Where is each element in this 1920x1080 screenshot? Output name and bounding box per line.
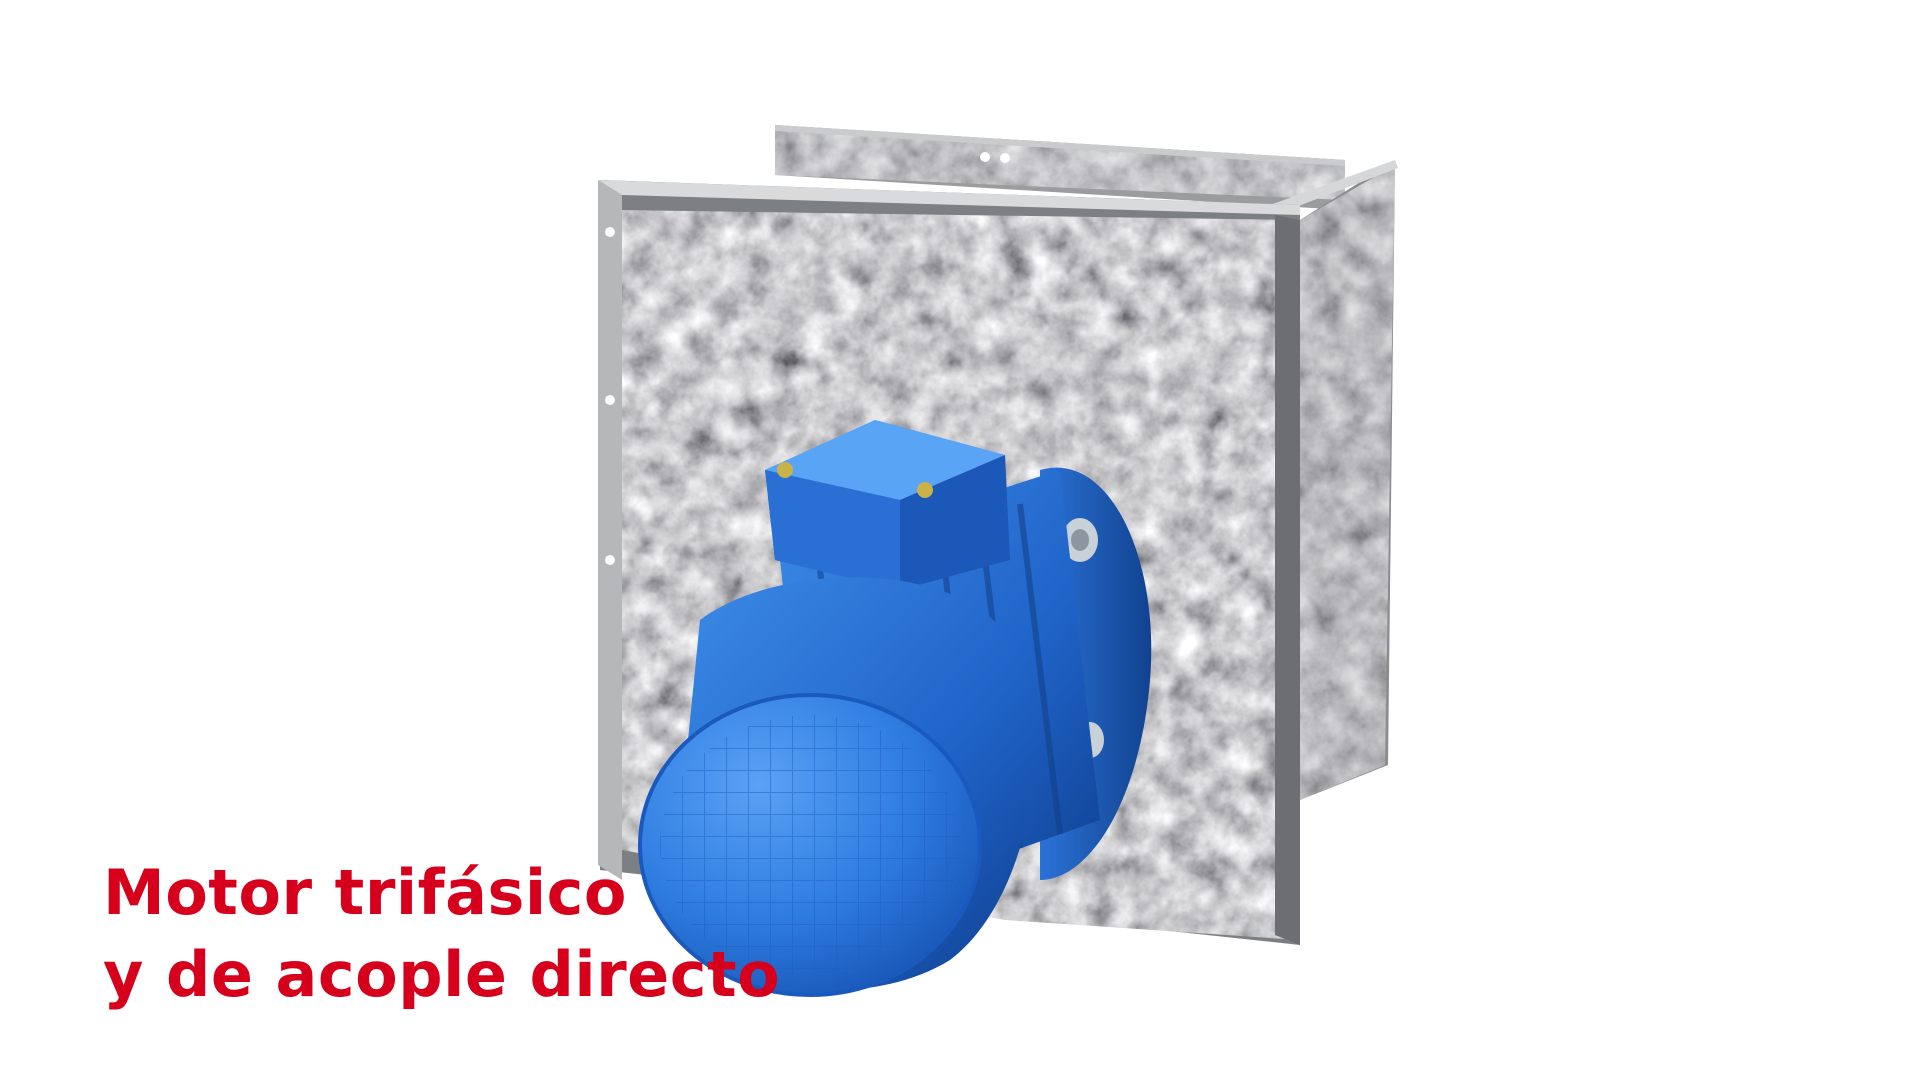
caption-line-2: y de acople directo xyxy=(103,938,781,1011)
caption-line-1: Motor trifásico xyxy=(103,856,627,929)
feature-caption xyxy=(103,852,780,1016)
